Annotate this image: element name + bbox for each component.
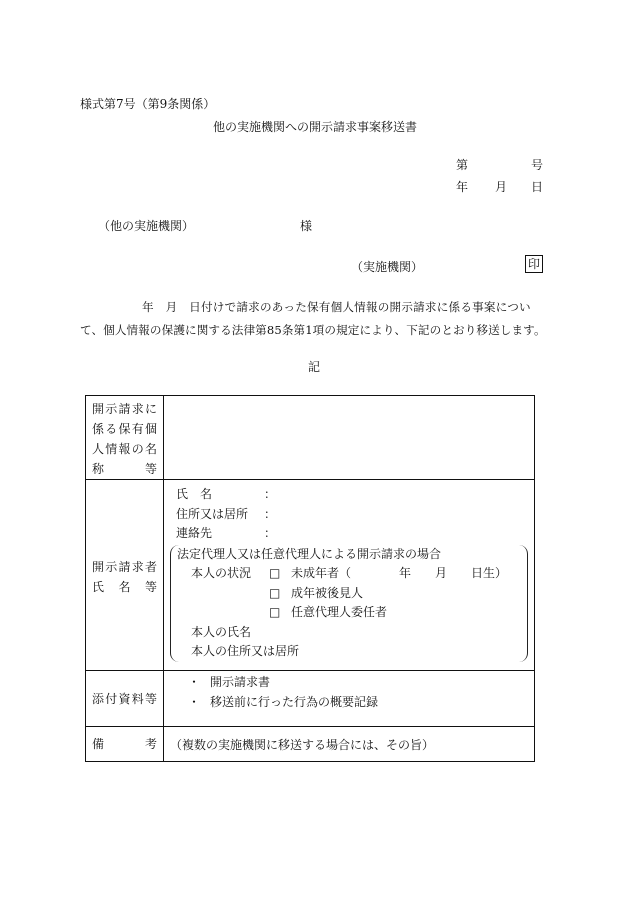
body-line-2: て、個人情報の保護に関する法律第85条第1項の規定により、下記のとおり移送します。 <box>80 323 546 337</box>
label-line: 人 情 報 の 名 <box>92 442 157 456</box>
principal-status-row: □ 任意代理人委任者 <box>177 603 527 623</box>
form-number: 様式第7号（第9条関係） <box>80 97 216 111</box>
label-line: 開 示 請 求 に <box>92 402 157 416</box>
applicant-contact-row: 連絡先 ： <box>176 526 277 540</box>
row-label-attachments: 添 付 資 料 等 <box>86 671 164 727</box>
principal-name-label: 本人の氏名 <box>191 624 252 639</box>
row-label-remarks: 備 考 <box>86 727 164 762</box>
label-line: 称 等 <box>92 462 157 476</box>
seal-mark: 印 <box>525 255 543 273</box>
attachments-field[interactable] <box>164 671 535 727</box>
remarks-field[interactable]: （複数の実施機関に移送する場合には、その旨） <box>164 727 535 762</box>
ki-heading: 記 <box>308 360 321 374</box>
date-year: 年 <box>456 180 469 194</box>
addressee: （他の実施機関） <box>98 219 195 233</box>
adult-ward-checkbox[interactable]: □ <box>269 585 281 600</box>
list-item: ・ 開示請求書 <box>188 675 271 689</box>
row-label-info-name <box>86 396 164 480</box>
body-text <box>80 296 550 342</box>
table-row <box>86 727 535 762</box>
row-label-applicant: 開 示 請 求 者 氏 名 等 <box>86 480 164 671</box>
principal-status-row: 本人の状況 □ 未成年者（ 年 月 日生） <box>177 564 527 584</box>
applicant-name-row: 氏 名 ： <box>176 487 277 501</box>
label-line: 係 る 保 有 個 <box>92 422 157 436</box>
applicant-field[interactable] <box>164 480 535 671</box>
proxy-heading: 法定代理人又は任意代理人による開示請求の場合 <box>177 546 442 561</box>
transfer-details-table <box>85 395 535 762</box>
date-month: 月 <box>495 180 508 194</box>
list-item: ・ 移送前に行った行為の概要記録 <box>188 695 379 709</box>
table-row <box>86 480 535 671</box>
body-line-1: 年 月 日付けで請求のあった保有個人情報の開示請求に係る事案につい <box>142 300 531 314</box>
sender: （実施機関） <box>351 260 424 274</box>
table-row <box>86 671 535 727</box>
minor-checkbox[interactable]: □ <box>269 566 281 580</box>
principal-status-row: □ 成年被後見人 <box>177 584 527 604</box>
applicant-address-row: 住所又は居所 ： <box>176 506 277 521</box>
document-title: 他の実施機関への開示請求事案移送書 <box>213 120 418 134</box>
proxy-request-box <box>170 545 528 662</box>
proxy-delegator-checkbox[interactable]: □ <box>269 605 281 619</box>
reference-number-label: 第 <box>456 158 469 172</box>
table-row <box>86 396 535 480</box>
info-name-field[interactable] <box>164 396 535 480</box>
date-day: 日 <box>531 180 544 194</box>
honorific: 様 <box>300 219 313 233</box>
principal-address-label: 本人の住所又は居所 <box>191 644 300 658</box>
reference-number-suffix: 号 <box>531 158 544 172</box>
